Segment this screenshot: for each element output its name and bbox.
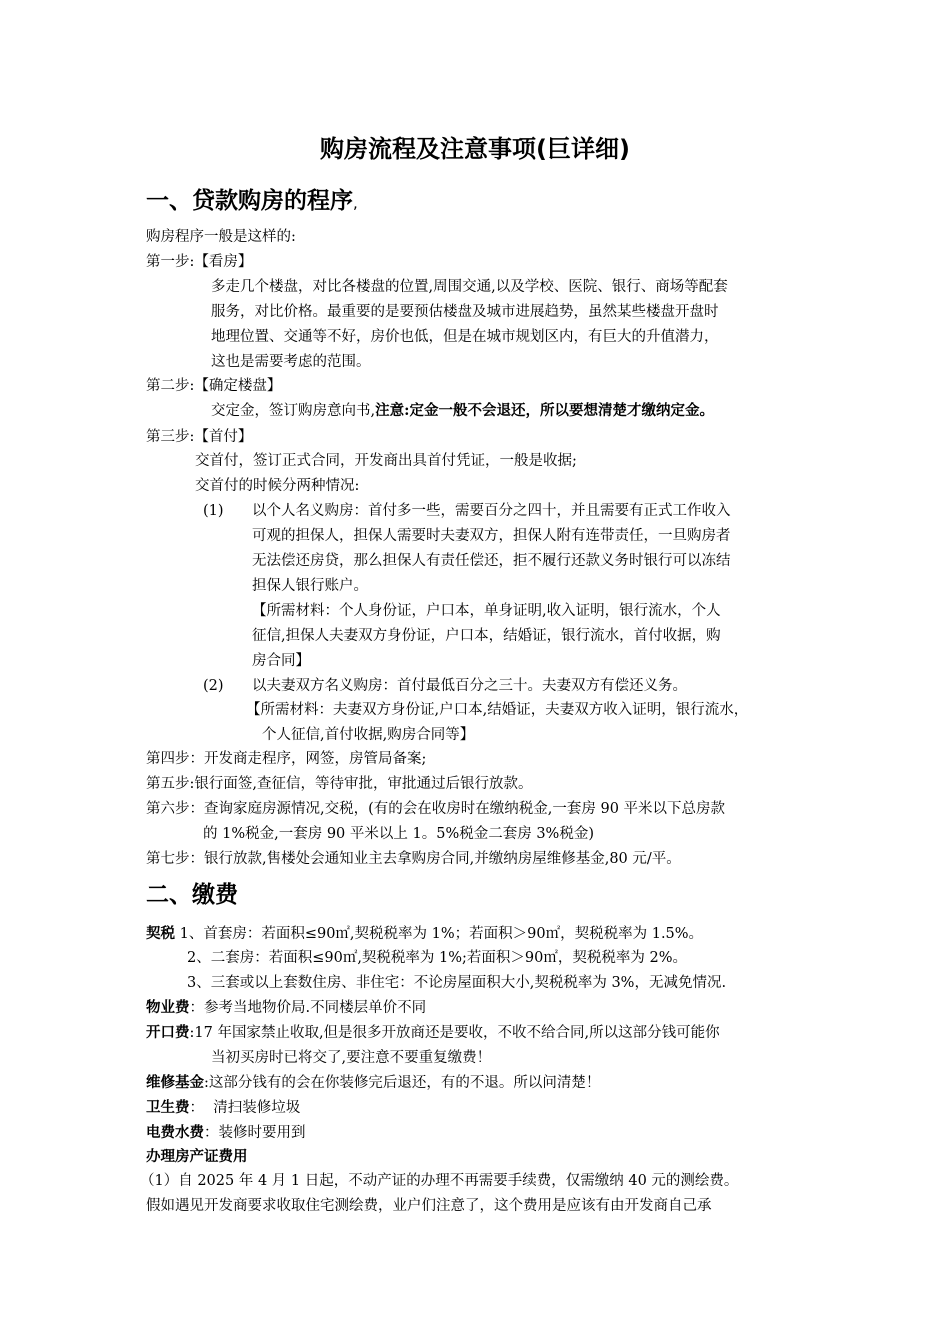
- case1-line: 可观的担保人，担保人需要时夫妻双方，担保人附有连带责任，一旦购房者: [252, 528, 731, 544]
- step3-line: 交首付的时候分两种情况:: [195, 478, 360, 494]
- intro-text: 购房程序一般是这样的:: [146, 229, 296, 245]
- maintenance-fund-line: 维修基金:这部分钱有的会在你装修完后退还，有的不退。所以问清楚！: [146, 1074, 601, 1091]
- case2-number: (2): [203, 678, 224, 694]
- certificate-fee-heading: 办理房产证费用: [146, 1148, 248, 1165]
- case1-materials: 征信,担保人夫妻双方身份证，户口本，结婚证，银行流水，首付收据，购: [252, 628, 721, 644]
- step6-text: 的 1%税金,一套房 90 平米以上 1。5%税金二套房 3%税金): [203, 826, 594, 842]
- step4-text: 第四步：开发商走程序，网签，房管局备案;: [146, 751, 427, 767]
- deed-tax-label: 契税: [146, 925, 175, 942]
- deed-tax-line: 契税 1、首套房：若面积≤90㎡,契税税率为 1%；若面积＞90㎡，契税税率为 1.5%。: [146, 925, 704, 942]
- step1-label: 第一步:【看房】: [146, 254, 253, 270]
- section-heading-fees: 二、缴费: [146, 882, 238, 908]
- deed-tax-line: 2、二套房：若面积≤90㎡,契税税率为 1%;若面积＞90㎡，契税税率为 2%。: [187, 950, 687, 966]
- case2-materials: 【所需材料：夫妻双方身份证,户口本,结婚证，夫妻双方收入证明，银行流水，: [246, 702, 749, 718]
- case1-materials: 【所需材料：个人身份证，户口本，单身证明,收入证明，银行流水，个人: [252, 603, 721, 619]
- step6-text: 第六步：查询家庭房源情况,交税，(有的会在收房时在缴纳税金,一套房 90 平米以下总房款: [146, 801, 726, 817]
- certificate-fee-line: 假如遇见开发商要求收取住宅测绘费，业户们注意了，这个费用是应该有由开发商自己承: [146, 1198, 712, 1214]
- section-heading-loan-procedure: 一、贷款购房的程序,: [146, 188, 358, 214]
- case2-materials: 个人征信,首付收据,购房合同等】: [262, 727, 475, 743]
- case1-number: (1): [203, 503, 224, 519]
- page-title: 购房流程及注意事项(巨详细): [320, 135, 630, 163]
- step1-line: 多走几个楼盘，对比各楼盘的位置,周围交通,以及学校、医院、银行、商场等配套: [211, 279, 728, 295]
- deed-tax-line: 3、三套或以上套数住房、非住宅：不论房屋面积大小,契税税率为 3%，无减免情况.: [187, 975, 727, 991]
- step1-line: 这也是需要考虑的范围。: [211, 354, 371, 370]
- opening-fee-line: 开口费:17 年国家禁止收取,但是很多开放商还是要收，不收不给合同,所以这部分钱可能你: [146, 1024, 720, 1041]
- certificate-fee-line: （1）自 2025 年 4 月 1 日起，不动产证的办理不再需要手续费，仅需缴纳 40 元的测绘费。: [140, 1173, 739, 1189]
- case1-materials: 房合同】: [252, 653, 310, 669]
- step3-line: 交首付，签订正式合同，开发商出具首付凭证，一般是收据;: [195, 453, 577, 469]
- opening-fee-line: 当初买房时已将交了,要注意不要重复缴费！: [211, 1050, 492, 1066]
- case2-line: 以夫妻双方名义购房：首付最低百分之三十。夫妻双方有偿还义务。: [252, 678, 687, 694]
- step1-line: 服务，对比价格。最重要的是要预估楼盘及城市进展趋势，虽然某些楼盘开盘时: [211, 304, 719, 320]
- utility-fee-line: 电费水费：装修时要用到: [146, 1124, 306, 1141]
- step5-text: 第五步:银行面签,查征信，等待审批，审批通过后银行放款。: [146, 776, 533, 792]
- property-fee-line: 物业费：参考当地物价局.不同楼层单价不同: [146, 999, 427, 1016]
- step2-text: 交定金，签订购房意向书,注意:定金一般不会退还，所以要想清楚才缴纳定金。: [211, 402, 714, 419]
- step2-label: 第二步:【确定楼盘】: [146, 378, 282, 394]
- case1-line: 担保人银行账户。: [252, 578, 368, 594]
- step7-text: 第七步：银行放款,售楼处会通知业主去拿购房合同,并缴纳房屋维修基金,80 元/平。: [146, 851, 681, 867]
- deposit-warning: 注意:定金一般不会退还，所以要想清楚才缴纳定金。: [375, 402, 714, 419]
- step1-line: 地理位置、交通等不好，房价也低，但是在城市规划区内，有巨大的升值潜力，: [211, 329, 719, 345]
- step3-label: 第三步:【首付】: [146, 429, 253, 445]
- case1-line: 无法偿还房贷，那么担保人有责任偿还，拒不履行还款义务时银行可以冻结: [252, 553, 731, 569]
- sanitation-fee-line: 卫生费： 清扫装修垃圾: [146, 1099, 301, 1116]
- case1-line: 以个人名义购房：首付多一些，需要百分之四十，并且需要有正式工作收入: [252, 503, 731, 519]
